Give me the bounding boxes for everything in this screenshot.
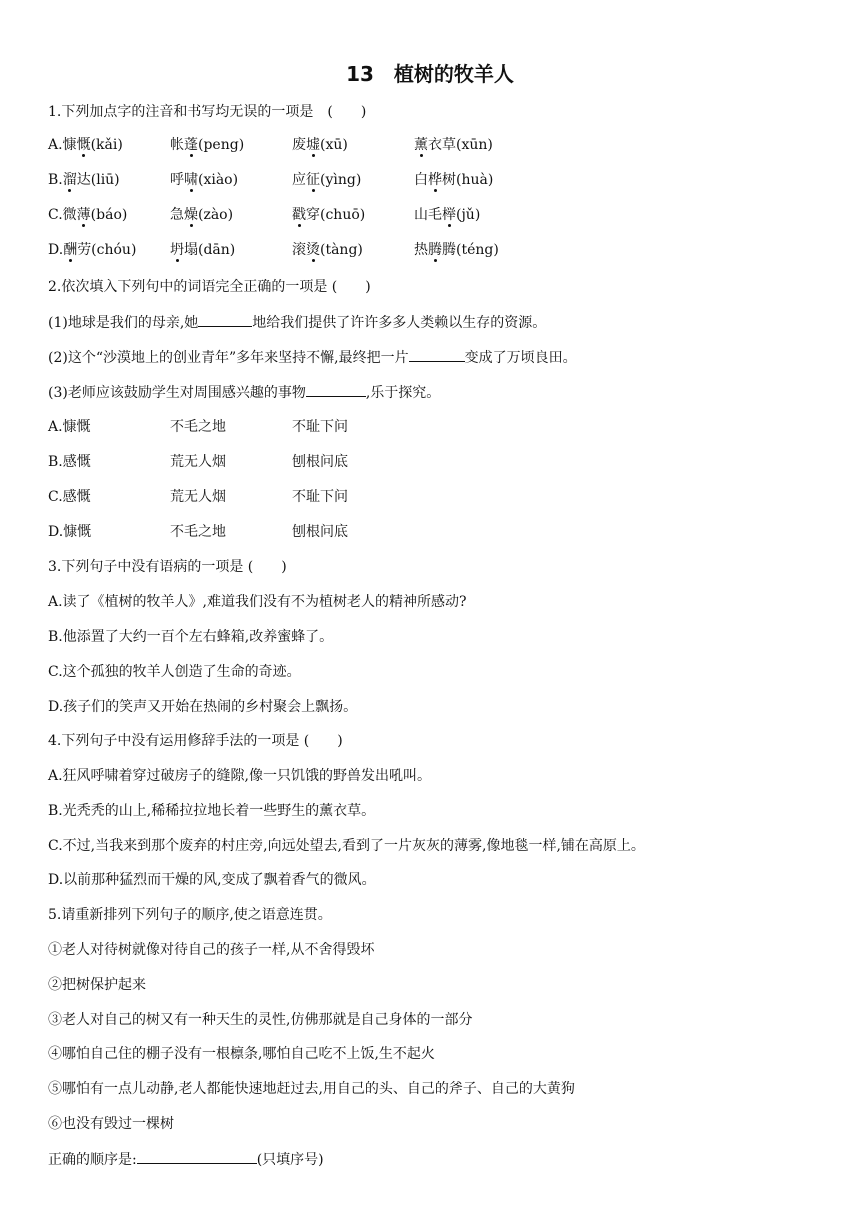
dotted-char: 腾 — [428, 242, 442, 258]
option-text: (xiào) — [198, 172, 239, 188]
option-text: 山毛 — [414, 207, 442, 223]
q1-stem: 1.下列加点字的注音和书写均无误的一项是 ( ) — [48, 104, 367, 120]
q2-option-b-2: 荒无人烟 — [170, 454, 226, 470]
q2-blank-1[interactable] — [198, 312, 252, 327]
q1-option-a-4 — [414, 135, 493, 155]
q1-option-c-2 — [170, 205, 233, 225]
q5-item-2: ②把树保护起来 — [48, 977, 146, 993]
q1-option-c-1 — [48, 205, 127, 225]
q4-option-d: D.以前那种猛烈而干燥的风,变成了飘着香气的微风。 — [48, 872, 376, 888]
q3-option-b: B.他添置了大约一百个左右蜂箱,改养蜜蜂了。 — [48, 629, 334, 645]
q5-answer-line — [48, 1149, 324, 1170]
q1-option-b-4 — [414, 170, 493, 190]
option-text: (zào) — [198, 207, 234, 223]
q1-option-b-1 — [48, 170, 120, 190]
q2-s1-post: 地给我们提供了许许多多人类赖以生存的资源。 — [252, 315, 547, 331]
q4-stem: 4.下列句子中没有运用修辞手法的一项是 ( ) — [48, 733, 343, 749]
q4-option-c: C.不过,当我来到那个废弃的村庄旁,向远处望去,看到了一片灰灰的薄雾,像地毯一样,铺在高原上。 — [48, 838, 645, 854]
q3-stem: 3.下列句子中没有语病的一项是 ( ) — [48, 559, 287, 575]
dotted-char: 榉 — [442, 207, 456, 223]
q5-item-5: ⑤哪怕有一点儿动静,老人都能快速地赶过去,用自己的头、自己的斧子、自己的大黄狗 — [48, 1081, 575, 1097]
option-text: 废 — [292, 137, 306, 153]
q2-option-a-1: A.慷慨 — [48, 419, 91, 435]
q2-sentence-2 — [48, 347, 577, 368]
q2-sentence-1 — [48, 312, 546, 333]
q2-option-c-1: C.感慨 — [48, 489, 91, 505]
option-text: (peng) — [198, 137, 245, 153]
q2-blank-3[interactable] — [306, 382, 366, 397]
dotted-char: 坍 — [170, 242, 184, 258]
option-text: 塌(dān) — [184, 242, 236, 258]
q1-option-a-3 — [292, 135, 348, 155]
q4-option-b: B.光秃秃的山上,稀稀拉拉地长着一些野生的薰衣草。 — [48, 803, 376, 819]
q2-option-d-3: 刨根问底 — [292, 524, 348, 540]
q1-option-d-2 — [170, 240, 235, 260]
option-text: 劳(chóu) — [77, 242, 137, 258]
q5-item-6: ⑥也没有毁过一棵树 — [48, 1116, 174, 1132]
dotted-char: 薄 — [76, 207, 91, 223]
q1-option-c-4 — [414, 205, 480, 225]
dotted-char: 烫 — [306, 242, 320, 258]
page-title: 13 植树的牧羊人 — [346, 62, 514, 86]
q5-stem: 5.请重新排列下列句子的顺序,使之语意连贯。 — [48, 907, 332, 923]
dotted-char: 酬 — [63, 242, 78, 258]
dotted-char: 燥 — [184, 207, 198, 223]
q2-option-a-3: 不耻下问 — [292, 419, 348, 435]
option-text: (kǎi) — [90, 137, 123, 153]
dotted-char: 桦 — [428, 172, 442, 188]
dotted-char: 薰 — [414, 137, 428, 153]
q2-s2-post: 变成了万顷良田。 — [464, 350, 577, 366]
q2-s2-pre: (2)这个“沙漠地上的创业青年”多年来坚持不懈,最终把一片 — [48, 350, 409, 366]
q5-answer-hint: (只填序号) — [256, 1152, 324, 1168]
option-text: 白 — [414, 172, 428, 188]
q3-option-c: C.这个孤独的牧羊人创造了生命的奇迹。 — [48, 664, 301, 680]
q1-option-a-2 — [170, 135, 244, 155]
q5-answer-blank[interactable] — [137, 1149, 257, 1164]
dotted-char: 墟 — [306, 137, 320, 153]
q1-option-c-3 — [292, 205, 365, 225]
q2-option-d-1: D.慷慨 — [48, 524, 92, 540]
option-text: 呼 — [170, 172, 184, 188]
option-text: D. — [48, 242, 64, 258]
q4-option-a: A.狂风呼啸着穿过破房子的缝隙,像一只饥饿的野兽发出吼叫。 — [48, 768, 432, 784]
q2-s3-post: ,乐于探究。 — [365, 385, 441, 401]
option-text: 树(huà) — [442, 172, 494, 188]
option-text: (tàng) — [320, 242, 363, 258]
option-text: 应 — [292, 172, 306, 188]
dotted-char: 啸 — [184, 172, 198, 188]
option-text: 达(liū) — [76, 172, 120, 188]
q2-option-b-3: 刨根问底 — [292, 454, 348, 470]
q2-option-c-2: 荒无人烟 — [170, 489, 226, 505]
q1-option-b-2 — [170, 170, 238, 190]
option-text: B. — [48, 172, 63, 188]
q2-option-c-3: 不耻下问 — [292, 489, 348, 505]
dotted-char: 蓬 — [184, 137, 198, 153]
option-text: A.慷 — [48, 137, 77, 153]
q2-sentence-3 — [48, 382, 440, 403]
dotted-char: 征 — [306, 172, 320, 188]
q1-option-b-3 — [292, 170, 361, 190]
q2-s1-pre: (1)地球是我们的母亲,她 — [48, 315, 199, 331]
dotted-char: 溜 — [62, 172, 77, 188]
q2-stem: 2.依次填入下列句中的词语完全正确的一项是 ( ) — [48, 279, 371, 295]
option-text: 衣草(xūn) — [428, 137, 493, 153]
option-text: 急 — [170, 207, 184, 223]
q2-option-a-2: 不毛之地 — [170, 419, 226, 435]
q1-option-d-1 — [48, 240, 136, 260]
option-text: (jǔ) — [456, 207, 481, 223]
dotted-char: 慨 — [76, 137, 91, 153]
option-text: 帐 — [170, 137, 184, 153]
option-text: (báo) — [90, 207, 128, 223]
q2-option-d-2: 不毛之地 — [170, 524, 226, 540]
q1-option-d-4 — [414, 240, 499, 260]
q3-option-a: A.读了《植树的牧羊人》,难道我们没有不为植树老人的精神所感动? — [48, 594, 467, 610]
option-text: 热 — [414, 242, 428, 258]
option-text: C.微 — [48, 207, 77, 223]
q5-answer-label: 正确的顺序是: — [48, 1152, 137, 1168]
q5-item-1: ①老人对待树就像对待自己的孩子一样,从不舍得毁坏 — [48, 942, 375, 958]
q1-option-d-3 — [292, 240, 363, 260]
q1-option-a-1 — [48, 135, 123, 155]
option-text: 腾(téng) — [442, 242, 499, 258]
q5-item-3: ③老人对自己的树又有一种天生的灵性,仿佛那就是自己身体的一部分 — [48, 1012, 473, 1028]
option-text: 穿(chuō) — [306, 207, 366, 223]
q5-item-4: ④哪怕自己住的棚子没有一根檩条,哪怕自己吃不上饭,生不起火 — [48, 1046, 435, 1062]
q2-s3-pre: (3)老师应该鼓励学生对周围感兴趣的事物 — [48, 385, 306, 401]
option-text: (xū) — [320, 137, 348, 153]
q3-option-d: D.孩子们的笑声又开始在热闹的乡村聚会上飘扬。 — [48, 699, 358, 715]
dotted-char: 戳 — [292, 207, 306, 223]
q2-blank-2[interactable] — [409, 347, 465, 362]
option-text: (yìng) — [320, 172, 362, 188]
option-text: 滚 — [292, 242, 306, 258]
q2-option-b-1: B.感慨 — [48, 454, 91, 470]
